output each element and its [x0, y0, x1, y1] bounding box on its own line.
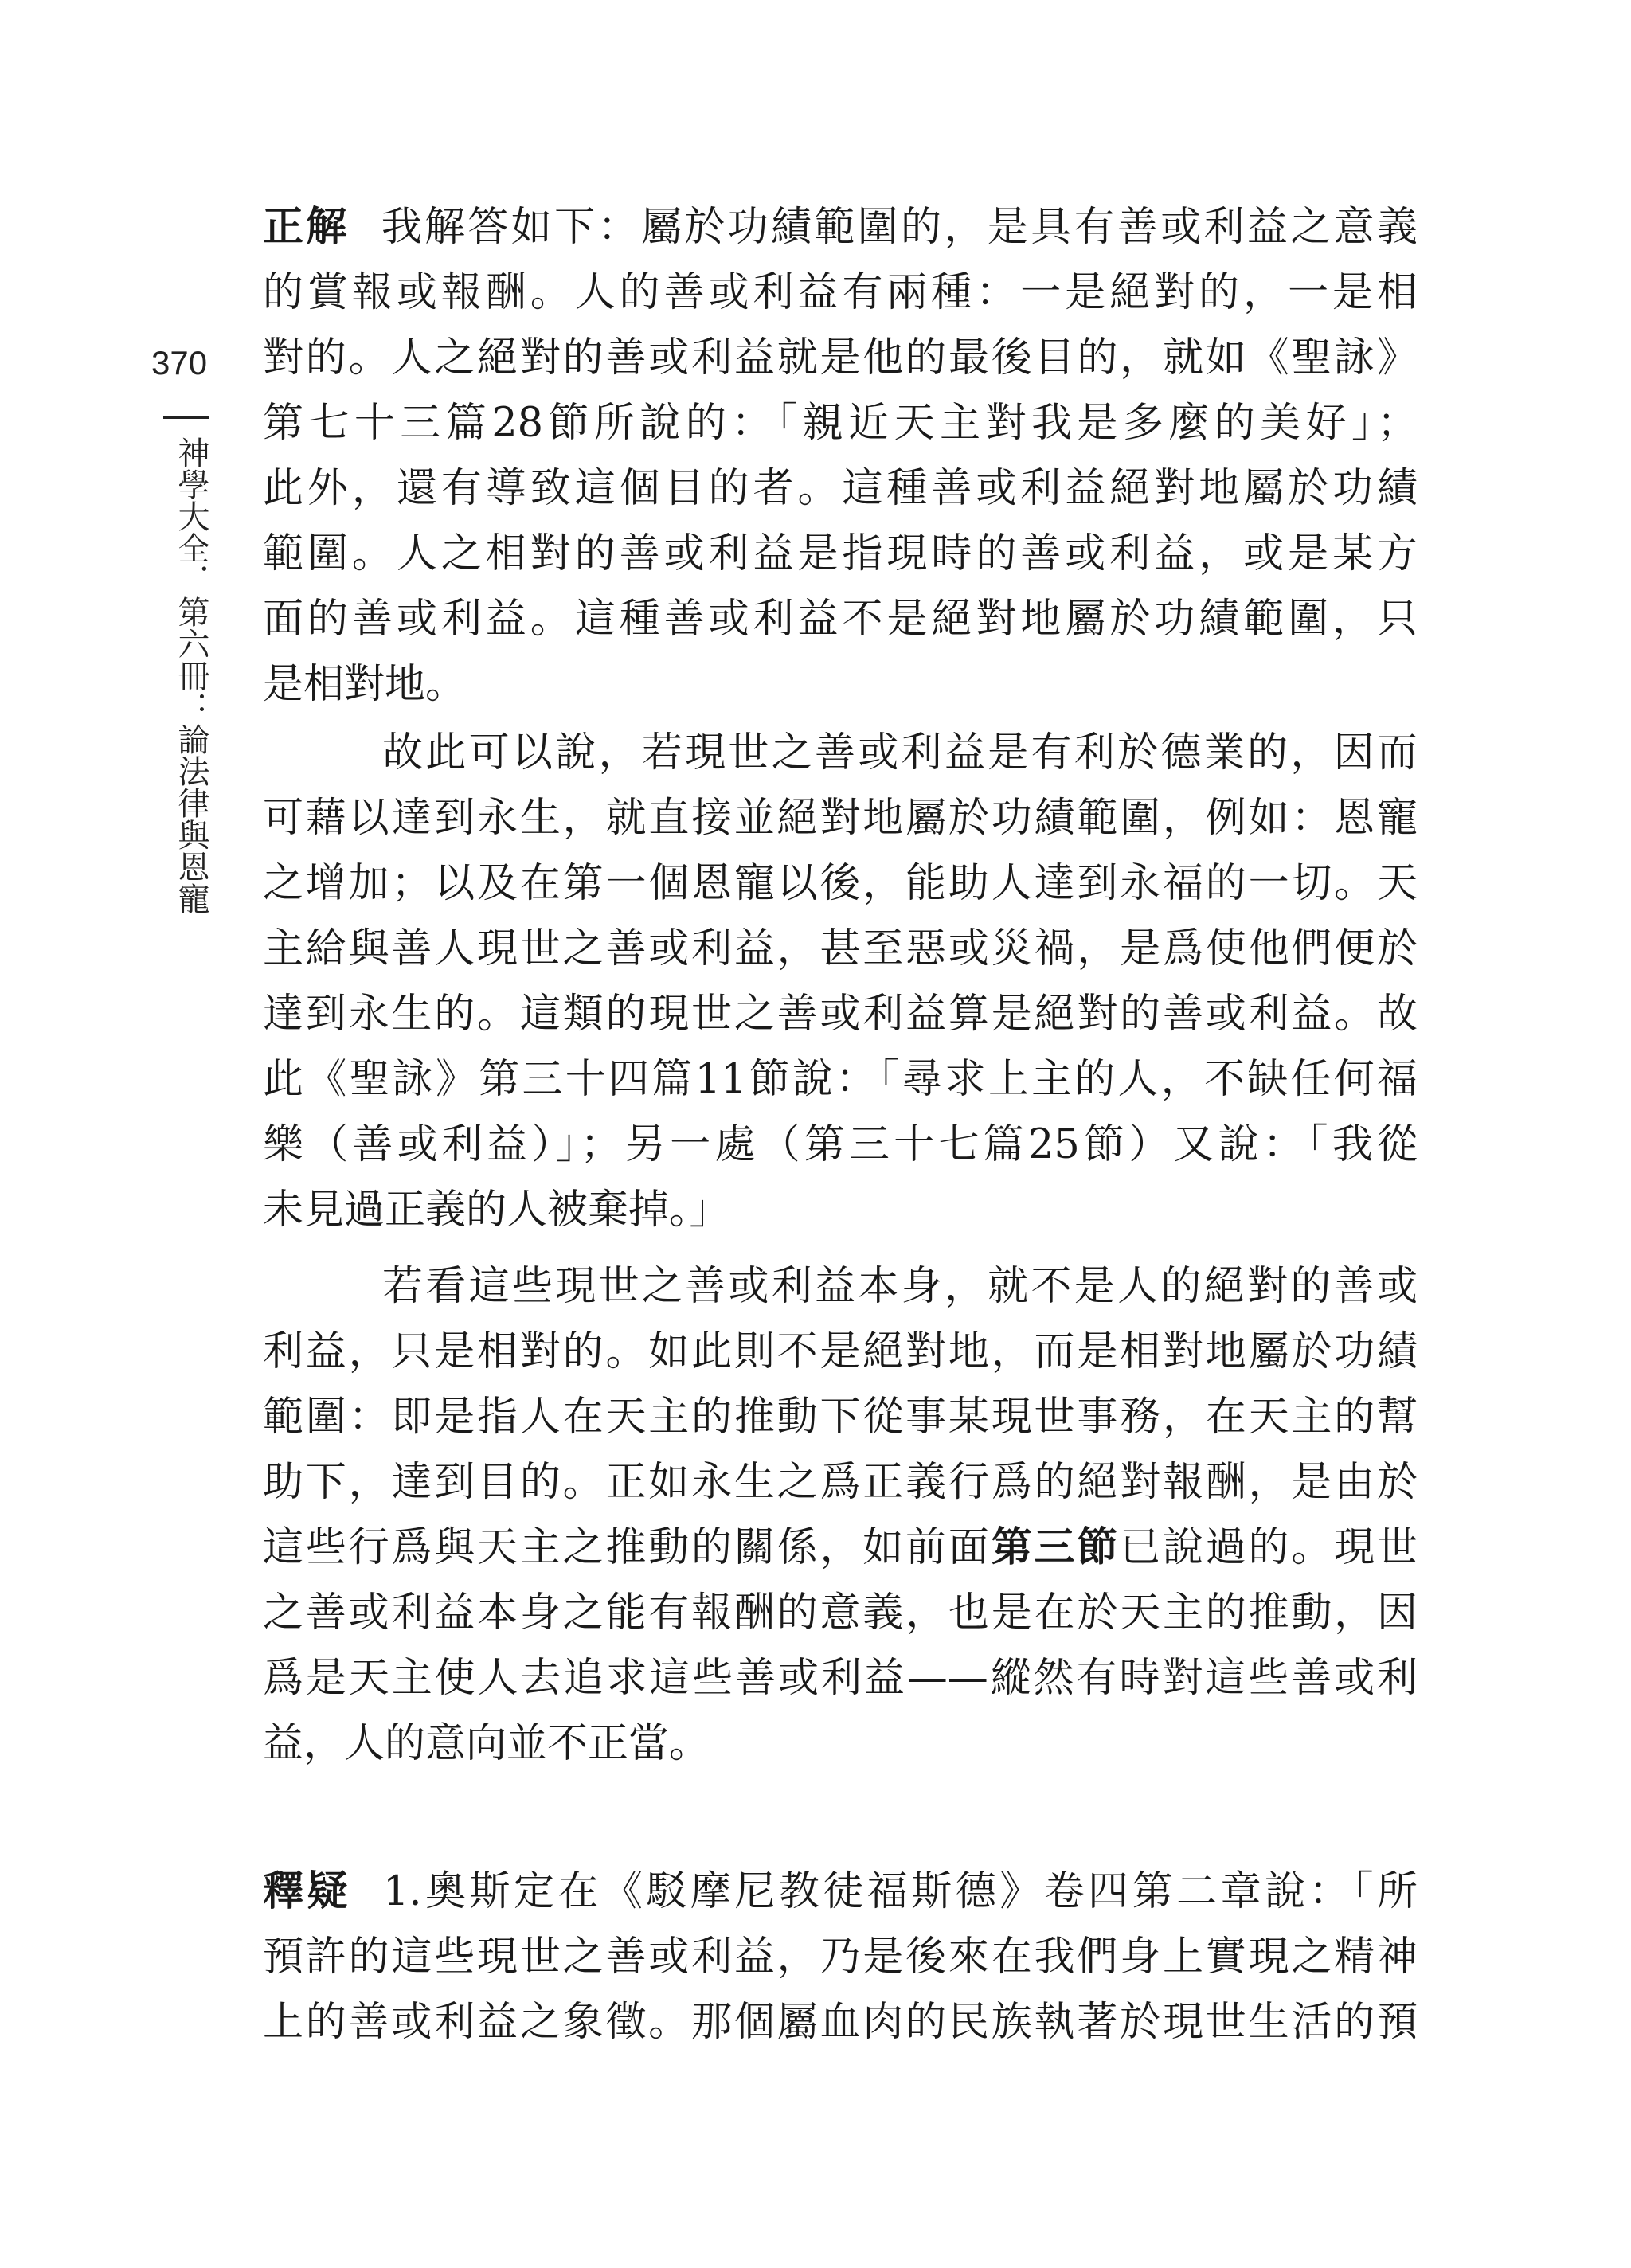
paragraph-2 — [263, 721, 1418, 1243]
text-line: 利益，只是相對的。如此則不是絕對地，而是相對地屬於功績 — [263, 1328, 1418, 1375]
paragraph-objections — [263, 1859, 1418, 2055]
text-line: 若看這些現世之善或利益本身，就不是人的絕對的善或 — [382, 1263, 1418, 1310]
text-line: 樂（善或利益）」；另一處（第三十七篇25節）又說：「我從 — [263, 1121, 1418, 1168]
text-line: 主給與善人現世之善或利益，甚至惡或災禍，是爲使他們便於 — [263, 925, 1418, 972]
running-title: 神學大全．第六冊：論法律與恩寵 — [173, 436, 209, 914]
text-line: 故此可以說，若現世之善或利益是有利於德業的，因而 — [382, 729, 1418, 776]
text-line: 之增加；以及在第一個恩寵以後，能助人達到永福的一切。天 — [263, 860, 1418, 907]
text-line: 這些行爲與天主之推動的關係，如前面第三節已說過的。現世 — [263, 1524, 1418, 1571]
section-label-objections: 釋疑 — [263, 1868, 351, 1915]
text-line: 爲是天主使人去追求這些善或利益——縱然有時對這些善或利 — [263, 1655, 1418, 1702]
text-line: 益，人的意向並不正當。 — [263, 1720, 710, 1767]
page-number: 370 — [151, 344, 208, 381]
margin-rule — [163, 416, 209, 419]
text-line: 達到永生的。這類的現世之善或利益算是絕對的善或利益。故 — [263, 991, 1418, 1038]
paragraph-answer — [263, 195, 1418, 718]
text-line: 此外，還有導致這個目的者。這種善或利益絕對地屬於功績 — [263, 465, 1418, 512]
section-label-answer: 正解 — [263, 204, 350, 251]
text-line: 釋疑 1.奧斯定在《駁摩尼教徒福斯德》卷四第二章說：「所 — [263, 1868, 1418, 1915]
text-line: 範圍。人之相對的善或利益是指現時的善或利益，或是某方 — [263, 530, 1418, 577]
text-line: 對的。人之絕對的善或利益就是他的最後目的，就如《聖詠》 — [263, 334, 1418, 381]
text-line: 預許的這些現世之善或利益，乃是後來在我們身上實現之精神 — [263, 1934, 1418, 1981]
text-line: 可藉以達到永生，就直接並絕對地屬於功績範圍，例如：恩寵 — [263, 795, 1418, 842]
text-line: 是相對地。 — [263, 661, 467, 708]
paragraph-3 — [263, 1254, 1418, 1777]
text-line: 範圍：即是指人在天主的推動下從事某現世事務，在天主的幫 — [263, 1394, 1418, 1441]
text-line: 的賞報或報酬。人的善或利益有兩種：一是絕對的，一是相 — [263, 269, 1418, 316]
text-line: 此《聖詠》第三十四篇11節說：「尋求上主的人，不缺任何福 — [263, 1056, 1418, 1103]
text-line: 助下，達到目的。正如永生之爲正義行爲的絕對報酬，是由於 — [263, 1459, 1418, 1506]
text-line: 正解 我解答如下：屬於功績範圍的，是具有善或利益之意義 — [263, 204, 1418, 251]
text-line: 未見過正義的人被棄掉。」 — [263, 1187, 730, 1234]
text-line: 上的善或利益之象徵。那個屬血肉的民族執著於現世生活的預 — [263, 1999, 1418, 2046]
text-line: 之善或利益本身之能有報酬的意義，也是在於天主的推動，因 — [263, 1590, 1418, 1636]
section-reference: 第三節 — [991, 1524, 1121, 1571]
text-line: 面的善或利益。這種善或利益不是絕對地屬於功績範圍，只 — [263, 596, 1418, 643]
text-line: 第七十三篇28節所說的：「親近天主對我是多麼的美好」； — [263, 400, 1418, 447]
